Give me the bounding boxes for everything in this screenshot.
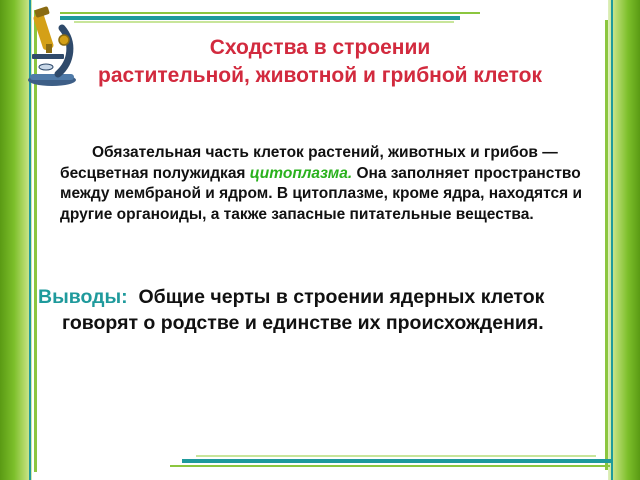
conclusion-line-1 (38, 284, 608, 310)
frame-line-bottom-lime (196, 455, 596, 457)
title-line-2: растительной, животной и грибной клеток (98, 64, 542, 87)
frame-line-top-teal (60, 16, 460, 20)
frame-line-right-green (605, 20, 608, 470)
conclusion-line-2: говорят о родстве и единстве их происхождения. (62, 312, 544, 334)
conclusion-block (38, 284, 608, 336)
frame-line-bottom-teal (182, 459, 612, 463)
frame-line-top-green (60, 12, 480, 14)
frame-line-top-lime (74, 21, 454, 23)
page-title (40, 34, 600, 90)
frame-line-bottom-green (170, 465, 610, 467)
highlighted-term: цитоплазма. (249, 164, 353, 182)
title-line-1: Сходства в строении (209, 36, 431, 59)
conclusion-text-1: Общие черты в строении ядерных клеток (127, 286, 545, 308)
description-text-before: Обязательная часть клеток растений, животных и грибов — бесцветная полужидкая (60, 144, 558, 182)
description-text-after: Она заполняет пространство между мембраной и ядром. В цитоплазме, кроме ядра, находятся и другие органоиды, а также запасные питательные вещества. (60, 164, 582, 223)
frame-line-right-teal (611, 0, 613, 480)
description-paragraph (60, 143, 596, 225)
conclusion-label: Выводы: (38, 286, 128, 308)
